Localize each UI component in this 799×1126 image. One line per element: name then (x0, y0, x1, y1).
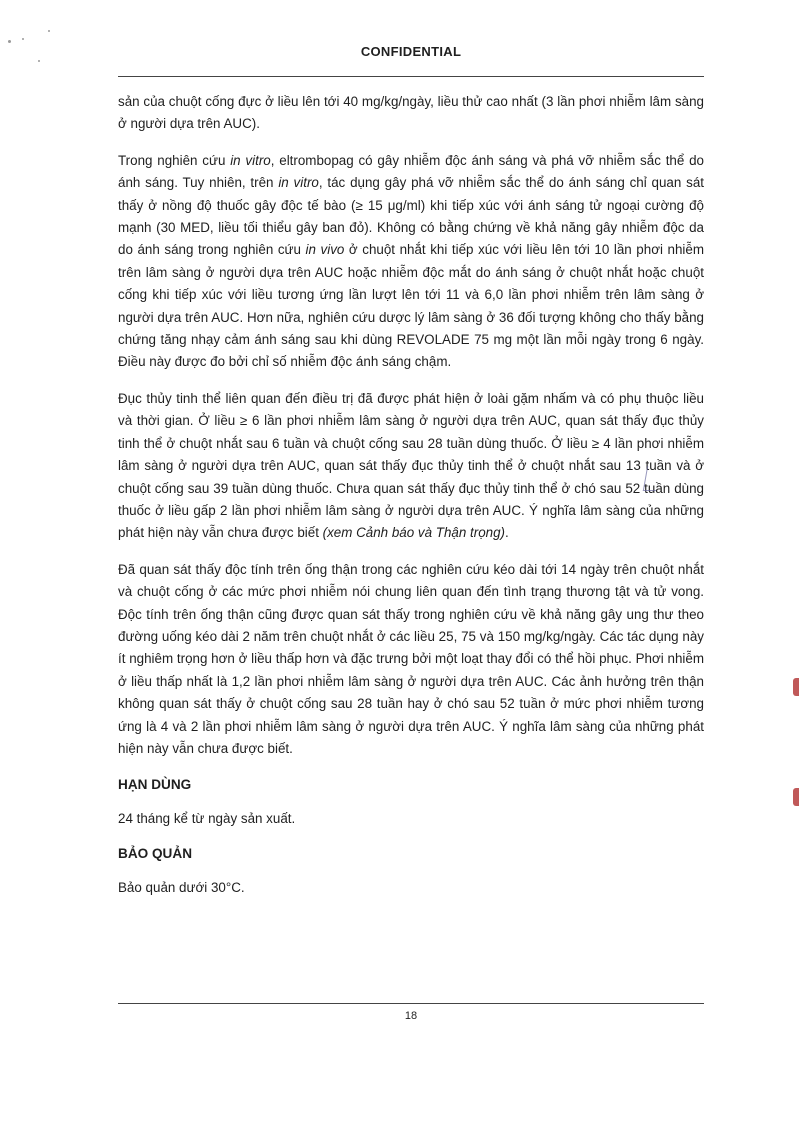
scan-speck (48, 30, 50, 32)
heading-shelf-life: HẠN DÙNG (118, 777, 192, 793)
paragraph-cataracts: Đục thủy tinh thể liên quan đến điều trị đã được phát hiện ở loài gặm nhấm và có phụ thuộc liều và thời gian. Ở liều ≥ 6 lần phơi nhiễm lâm sàng ở người dựa trên AUC, quan sát thấy đục thủy tinh thể ở chuột nhắt sau 6 tuần và chuột cống sau 28 tuần dùng thuốc. Ở liều ≥ 4 lần phơi nhiễm lâm sàng ở người dựa trên AUC, quan sát thấy đục thủy tinh thể ở chuột nhắt sau 13 tuần và ở chuột cống sau 39 tuần dùng thuốc. Chưa quan sát thấy đục thủy tinh thể ở chó sau 52 tuần dùng thuốc ở liều gấp 2 lần phơi nhiễm lâm sàng ở người dựa trên AUC. Ý nghĩa lâm sàng của những phát hiện này vẫn chưa được biết (xem Cảnh báo và Thận trọng). (118, 390, 704, 541)
page-number: 18 (404, 1010, 418, 1022)
paragraph-renal-toxicity: Đã quan sát thấy độc tính trên ống thận trong các nghiên cứu kéo dài tới 14 ngày trên chuột nhắt và chuột cống ở các mức phơi nhiễm nói chung liên quan đến tình trạng thương tật và tử vong. Độc tính trên ống thận cũng được quan sát thấy trong nghiên cứu về khả năng gây ung thư theo đường uống kéo dài 2 năm trên chuột nhắt ở các liều 25, 75 và 150 mg/kg/ngày. Các tác dụng này ít nghiêm trọng hơn ở liều thấp hơn và đặc trưng bởi một loạt thay đổi có thể hồi phục. Phơi nhiễm ở liều thấp nhất là 1,2 lần phơi nhiễm lâm sàng ở người dựa trên AUC. Các ảnh hưởng trên thận không quan sát thấy ở chuột cống sau 28 tuần hay ở chó sau 52 tuần ở mức phơi nhiễm tương ứng là 4 và 2 lần phơi nhiễm lâm sàng ở người dựa trên AUC. Ý nghĩa lâm sàng của những phát hiện này vẫn chưa được biết. (118, 561, 704, 756)
page-header-confidential: CONFIDENTIAL (360, 44, 462, 59)
margin-mark (793, 678, 799, 696)
scan-speck (38, 60, 40, 62)
cross-reference-warnings: (xem Cảnh báo và Thận trọng) (322, 525, 505, 541)
paragraph-reproductive-tox: sản của chuột cống đực ở liều lên tới 40 mg/kg/ngày, liều thử cao nhất (3 lần phơi nhiễm lâm sàng ở người dựa trên AUC). (118, 94, 704, 132)
storage-text: Bảo quản dưới 30°C. (118, 879, 245, 895)
margin-mark (793, 788, 799, 806)
paragraph-phototoxicity: Trong nghiên cứu in vitro, eltrombopag có gây nhiễm độc ánh sáng và phá vỡ nhiễm sắc thể do ánh sáng. Tuy nhiên, trên in vitro, tác dụng gây phá vỡ nhiễm sắc thể do ánh sáng chỉ quan sát thấy ở nồng độ thuốc gây độc tế bào (≥ 15 μg/ml) khi tiếp xúc với ánh sáng tử ngoại cường độ mạnh (30 MED, liều tối thiểu gây ban đỏ). Không có bằng chứng về khả năng gây nhiễm độc da do ánh sáng trong nghiên cứu in vivo ở chuột nhắt khi tiếp xúc với liều lên tới 10 lần phơi nhiễm trên lâm sàng ở người dựa trên AUC hoặc nhiễm độc mắt do ánh sáng ở chuột nhắt hoặc chuột cống khi tiếp xúc với liều tương ứng lần lượt lên tới 11 và 6,0 lần phơi nhiễm trên lâm sàng ở người dựa trên AUC. Hơn nữa, nghiên cứu dược lý lâm sàng ở 36 đối tượng không cho thấy bằng chứng tăng nhạy cảm ánh sáng sau khi dùng REVOLADE 75 mg một lần mỗi ngày trong 6 ngày. Điều này được đo bởi chỉ số nhiễm độc ánh sáng chậm. (118, 152, 704, 370)
document-body (118, 91, 704, 911)
footer-divider (118, 1003, 704, 1004)
header-divider (118, 76, 704, 77)
shelf-life-text: 24 tháng kể từ ngày sản xuất. (118, 811, 296, 827)
scan-speck (22, 38, 24, 40)
scan-speck (8, 40, 11, 43)
heading-storage: BẢO QUẢN (118, 845, 193, 861)
